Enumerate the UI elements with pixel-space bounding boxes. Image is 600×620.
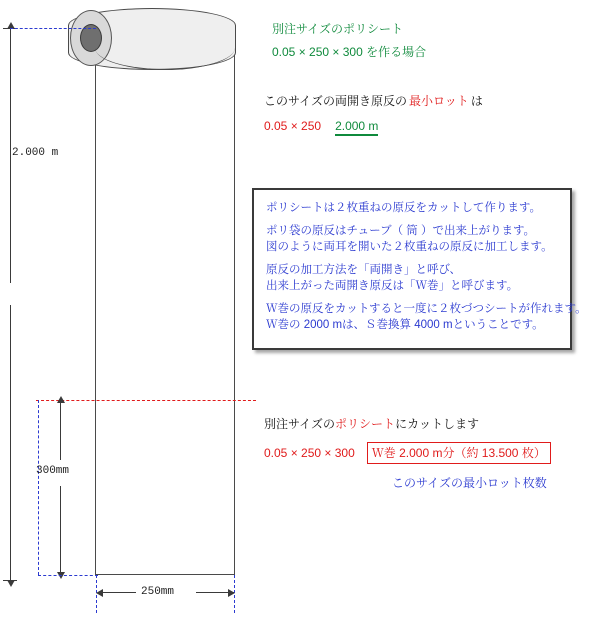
lot-heading-suffix: は [470, 94, 483, 108]
note-title: ポリシートは２枚重ねの原反をカットして作ります。 [266, 202, 541, 214]
height-dimension-line-lower [10, 305, 11, 580]
sheet-body [95, 55, 235, 575]
note-box [252, 188, 587, 350]
cut-line [36, 400, 256, 401]
lot-heading-row [264, 92, 483, 109]
bottom-line3: このサイズの最小ロット枚数 [392, 476, 547, 490]
bottom-spec: 0.05 × 250 × 300 [264, 446, 355, 460]
cut-dimension-label: 300mm [36, 465, 70, 477]
lot-text-block [264, 92, 483, 136]
note-line-1: ポリ袋の原反はチューブ（ 筒 ）で出来上がります。 [266, 225, 536, 237]
height-arrow-down [7, 580, 15, 587]
note-line-4: 出来上がった両開き原反は「Ｗ巻」と呼びます。 [266, 280, 519, 292]
cut-guide-left [38, 400, 39, 575]
bottom-line1-b: ポリシート [335, 417, 396, 431]
width-dimension-line-left [98, 592, 136, 593]
height-dimension-line [10, 28, 11, 283]
top-text-line1: 別注サイズのポリシート [272, 22, 404, 36]
lot-heading-prefix: このサイズの両開き原反の [264, 94, 408, 108]
bottom-line2-row [264, 442, 551, 464]
guide-top [10, 28, 96, 29]
top-text-line2: 0.05 × 250 × 300 を作る場合 [272, 45, 427, 59]
lot-value-row [264, 119, 483, 136]
note-line-2: 図のように両耳を開いた２枚重ねの原反に加工します。 [266, 241, 553, 253]
lot-heading-highlight: 最小ロット [409, 94, 469, 108]
bottom-line1-c: にカットします [395, 417, 479, 431]
top-text-block [272, 20, 426, 60]
bottom-quantity-badge: Ｗ巻 2.000 m分（約 13.500 枚） [367, 442, 551, 464]
width-arrow-right [228, 589, 235, 597]
width-dimension-label: 250mm [141, 586, 175, 598]
note-line-6: Ｗ巻の 2000 mは、Ｓ巻換算 4000 mということです。 [266, 319, 544, 331]
height-tick-bottom [3, 580, 17, 581]
cut-dimension-line-lower [60, 486, 61, 572]
note-line-3: 原反の加工方法を「両開き」と呼び、 [266, 264, 462, 276]
cut-dimension-line-upper [60, 402, 61, 460]
bottom-line1-row [264, 415, 551, 432]
cut-guide-bottom [38, 575, 98, 576]
lot-value: 2.000 m [335, 119, 378, 136]
bottom-text-block [264, 415, 551, 491]
bottom-line1-a: 別注サイズの [264, 417, 336, 431]
height-dimension-label: 2.000 m [12, 147, 59, 159]
width-arrow-left [96, 589, 103, 597]
lot-spec: 0.05 × 250 [264, 119, 322, 133]
cut-arrow-up [57, 396, 65, 403]
note-line-5: Ｗ巻の原反をカットすると一度に２枚づつシートが作れます。 [266, 303, 587, 315]
